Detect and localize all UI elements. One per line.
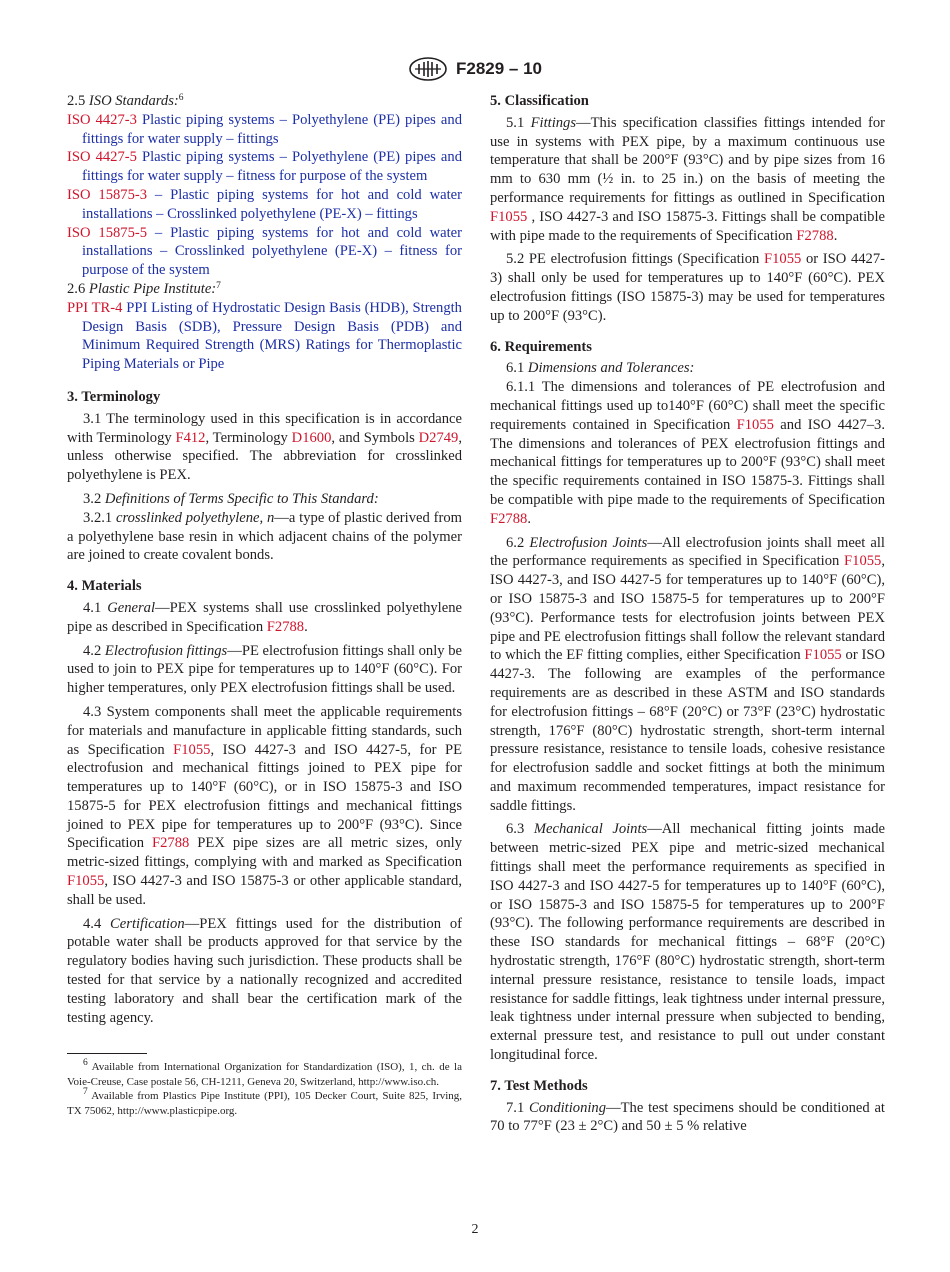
right-column bbox=[490, 92, 885, 1136]
link-f1055[interactable]: F1055 bbox=[844, 553, 882, 570]
para-6-1: 6.1 Dimensions and Tolerances: bbox=[506, 360, 695, 377]
link-f1055[interactable]: F1055 bbox=[736, 416, 774, 433]
footnote-7: $^7$ Available from Plastics Pipe Institute (PPI), 105 Decker Court, Suite 825, Irving, TX 75062, http://www.plasticpipe.org. bbox=[67, 1087, 462, 1117]
footnote-ref-6: 6 bbox=[178, 93, 184, 103]
section-2-5 bbox=[67, 92, 462, 111]
para-4-3: 4.3 System components shall meet the applicable requirements for materials and manufacture in applicable fitting standards, such as Specification F1055, ISO 4427-3 and ISO 4427-5, for PE electrofusion and mechanical fittings joined to PEX pipe for temperatures up to 140°F (60°C), or in ISO 15875-3 and ISO 15875-5 for PEX electrofusion fittings and mechanical fittings joined to PEX pipe for temperatures up to 200°F (93°C). Since Specification F2788 PEX pipe sizes are all metric sizes, only metric-sized fittings, complying with and marked as Specification F1055, ISO 4427-3 and ISO 15875-3 or other applicable standard, shall be used. bbox=[67, 703, 462, 908]
section-title: Plastic Pipe Institute: bbox=[88, 280, 217, 297]
link-d2749[interactable]: D2749 bbox=[418, 429, 459, 446]
astm-logo-icon bbox=[408, 56, 448, 82]
para-4-2: 4.2 Electrofusion fittings—PE electrofusion fittings shall only be used to join to PEX pipe for temperatures up to 140°F (60°C). For higher temperatures, only PEX electrofusion fittings shall be used. bbox=[67, 642, 462, 697]
ref-ppi-tr-4[interactable] bbox=[67, 299, 462, 374]
ref-iso-15875-3[interactable] bbox=[67, 186, 462, 224]
section-3-heading: 3. Terminology bbox=[67, 388, 161, 405]
para-5-2: 5.2 PE electrofusion fittings (Specification F1055 or ISO 4427-3) shall only be used for temperatures up to 140°F (60°C). PEX electrofusion fittings (ISO 15875-3) may be used for temperatures up to 200°F (93°C). bbox=[490, 251, 886, 324]
para-7-1: 7.1 Conditioning—The test specimens should be conditioned at 70 to 77°F (23 ± 2°C) and 50 ± 5 % relative bbox=[490, 1099, 885, 1135]
page-header bbox=[0, 56, 950, 82]
ref-code: ISO 4427-5 bbox=[67, 149, 137, 166]
link-f2788[interactable]: F2788 bbox=[266, 618, 305, 635]
ref-title: – Plastic piping systems for hot and cold water installations – Crosslinked polyethylene (PE-X) – fitness for purpose of the system bbox=[82, 224, 462, 279]
ref-iso-15875-5[interactable] bbox=[67, 224, 462, 280]
ref-code: ISO 15875-5 bbox=[67, 224, 148, 241]
link-f1055[interactable]: F1055 bbox=[173, 741, 211, 758]
para-3-1: 3.1 The terminology used in this specification is in accordance with Terminology F412, Terminology D1600, and Symbols D2749, unless otherwise specified. The abbreviation for crosslinked polyethylene is PEX. bbox=[67, 410, 463, 484]
link-f1055[interactable]: F1055 bbox=[763, 251, 802, 268]
para-6-1-1: 6.1.1 The dimensions and tolerances of PE electrofusion and mechanical fittings used up to140°F (60°C) shall meet the specific requirements contained in Specification F1055 and ISO 4427–3. The dimensions and tolerances of PEX electrofusion fittings and mechanical fittings for temperatures up to 200°F (93°C) shall meet the specific requirements contained in ISO 15875-3. Fittings shall be compatible with pipe made to the requirements of Specification F2788. bbox=[490, 379, 885, 527]
ref-code: PPI TR-4 bbox=[67, 299, 123, 316]
footnote-ref-7: 7 bbox=[216, 280, 221, 291]
ref-code: ISO 15875-3 bbox=[67, 186, 148, 203]
ref-title: PPI Listing of Hydrostatic Design Basis (HDB), Strength Design Basis (SDB), Pressure Design Basis (PDB) and Minimum Required Strength (MRS) Ratings for Thermoplastic Piping Materials or Pipe bbox=[82, 299, 462, 373]
para-6-2: 6.2 Electrofusion Joints—All electrofusion joints shall meet all the performance requirements as specified in Specification F1055, ISO 4427-3, and ISO 4427-5 for temperatures up to 140°F (60°C), or ISO 15875-3 and ISO 15875-5 for temperatures up to 200°F (93°C). Performance tests for electrofusion joints between PEX pipe and PE electrofusion fittings shall follow the relevant standard to which the EF fitting complies, either Specification F1055 or ISO 4427-3. The following are examples of the performance requirements are as described in these ASTM and ISO standards for electrofusion fittings – 68°F (20°C) or 73°F (23°C) hydrostatic strength, 176°F (80°C) hydrostatic strength, short-term internal pressure resistance, resistance to tensile loads, cohesive resistance for electrofusion saddle and socket fittings at both the minimum and maximum recommended temperatures, impact resistance for saddle fittings. bbox=[490, 534, 885, 814]
para-3-2: 3.2 Definitions of Terms Specific to This Standard: bbox=[83, 490, 379, 507]
section-number: 2.6 bbox=[67, 280, 86, 297]
ref-title: Plastic piping systems – Polyethylene (PE) pipes and fittings for water supply – fitness for purpose of the system bbox=[82, 149, 462, 185]
section-6-heading: 6. Requirements bbox=[490, 338, 592, 355]
para-4-1: 4.1 General—PEX systems shall use crosslinked polyethylene pipe as described in Specification F2788. bbox=[67, 599, 462, 635]
ref-iso-4427-5[interactable] bbox=[67, 148, 462, 186]
link-f2788[interactable]: F2788 bbox=[796, 227, 834, 244]
ref-title: – Plastic piping systems for hot and cold water installations – Crosslinked polyethylene (PE-X) – fittings bbox=[82, 186, 462, 222]
footnote-6: $^6$ Available from International Organization for Standardization (ISO), 1, ch. de la Voie-Creuse, Case postale 56, CH-1211, Geneva 20, Switzerland, http://www.iso.ch. bbox=[67, 1058, 462, 1088]
ref-code: ISO 4427-3 bbox=[67, 111, 137, 128]
para-4-4: 4.4 Certification—PEX fittings used for the distribution of potable water shall be products approved for that service by the regulatory bodies having such jurisdiction. These products shall be tested for that service by a nationally recognized and accredited testing laboratory and shall bear the certification mark of the testing agency. bbox=[67, 915, 462, 1026]
section-5-heading: 5. Classification bbox=[490, 93, 589, 109]
section-7-heading: 7. Test Methods bbox=[490, 1077, 588, 1094]
section-title: ISO Standards: bbox=[88, 93, 179, 109]
link-f1055[interactable]: F1055 bbox=[804, 647, 842, 664]
section-2-6 bbox=[67, 280, 462, 299]
left-column bbox=[67, 92, 462, 1118]
page-number: 2 bbox=[471, 1222, 479, 1237]
para-3-2-1: 3.2.1 crosslinked polyethylene, n—a type of plastic derived from a polyethylene base resin in which adjacent chains of the polymer are joined to create covalent bonds. bbox=[67, 509, 462, 564]
section-4-heading: 4. Materials bbox=[67, 578, 142, 595]
link-f412[interactable]: F412 bbox=[175, 429, 206, 446]
para-5-1: 5.1 Fittings—This specification classifies fittings intended for use in systems with PEX pipe, by a maximum continuous use temperature that shall be 200°F (93°C) and by pipe sizes from 16 mm to 630 mm (½ in. to 25 in.) on the basis of meeting the performance requirements for fittings as outlined in Specification F1055 , ISO 4427-3 and ISO 15875-3. Fittings shall be compatible with pipe made to the requirements of Specification F2788. bbox=[490, 114, 885, 244]
link-f2788[interactable]: F2788 bbox=[152, 835, 190, 852]
link-f2788[interactable]: F2788 bbox=[490, 510, 528, 527]
standard-designation: F2829 – 10 bbox=[455, 59, 542, 78]
link-f1055[interactable]: F1055 bbox=[490, 208, 528, 225]
link-f1055[interactable]: F1055 bbox=[67, 873, 105, 890]
para-6-3: 6.3 Mechanical Joints—All mechanical fitting joints made between metric-sized PEX pipe and metric-sized mechanical fittings shall meet the performance requirements as specified in ISO 4427-3 and ISO 4427-5 for temperatures up to 140°F (60°C), or ISO 15875-3 and ISO 15875-5 for temperatures up to 200°F (93°C). The following performance requirements are described in these ISO standards for mechanical fittings – 68°F (20°C) hydrostatic strength, 176°F (80°C) hydrostatic strength, short-term internal pressure resistance, resistance to tensile loads, impact resistance for saddle fittings, leak tightness under internal pressure, leak tightness under internal pressure when subjected to bending, external pressure test, and resistance to pull out under constant longitudinal force. bbox=[490, 821, 885, 1064]
section-number: 2.5 bbox=[67, 93, 86, 109]
footnote-divider bbox=[67, 1053, 147, 1054]
link-d1600[interactable]: D1600 bbox=[291, 429, 332, 446]
ref-title: Plastic piping systems – Polyethylene (PE) pipes and fittings for water supply – fittings bbox=[82, 111, 462, 147]
ref-iso-4427-3[interactable] bbox=[67, 111, 462, 149]
